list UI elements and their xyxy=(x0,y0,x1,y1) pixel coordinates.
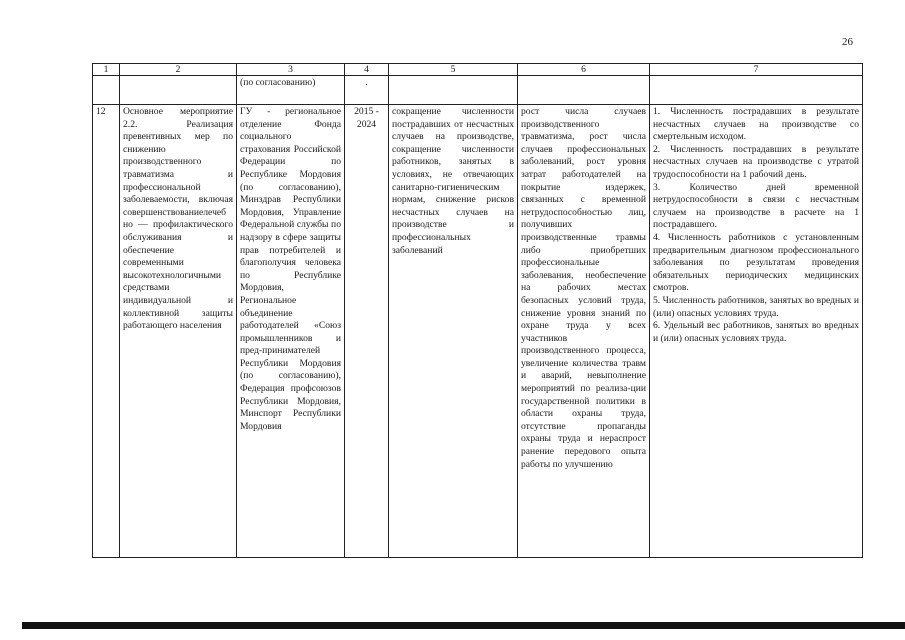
indicator-item: 2. Численность пострадавших в результате несчастных случаев на производстве с утратой трудоспособности на 1 рабочий день. xyxy=(653,143,859,180)
continuation-cell-5 xyxy=(389,76,518,105)
row-number: 12 xyxy=(93,105,120,558)
continuation-cell-7 xyxy=(650,76,863,105)
indicator-item: 1. Численность пострадавших в результате несчастных случаев на производстве со смертельным исходом. xyxy=(653,106,859,143)
indicator-item: 6. Удельный вес работников, занятых во вредных и (или) опасных условиях труда. xyxy=(653,320,859,344)
measures-table xyxy=(92,63,863,558)
table-row xyxy=(93,105,863,558)
measure-cell: Основное мероприятие 2.2. Реализация превентивных мер по снижению производственного травматизма и профессиональной заболеваемости, включая совершенствованиелечеб но — профилактического обслуживания и обеспечение современными высокотехнологичными средствами индивидуальной и коллективной защиты работающего населения xyxy=(120,105,237,558)
column-header-3: 3 xyxy=(237,64,345,76)
indicator-item: 3. Количество дней временной нетрудоспособности в связи с несчастным случаем на производстве в расчете на 1 пострадавшего. xyxy=(653,181,859,231)
executors-cell: ГУ - региональное отделение Фонда социального страхования Российской Федерации по Республике Мордовия (по согласованию), Минздрав Республики Мордовия, Управление Федеральной службы по надзору в сфере защиты прав потребителей и благополучия человека по Республике Мордовия, Региональное объединение работодателей «Союз промышленников и пред-принимателей Республики Мордовия (по согласованию), Федерация профсоюзов Республики Мордовия, Минспорт Республики Мордовия xyxy=(237,105,345,558)
continuation-cell-6 xyxy=(518,76,650,105)
page-number: 26 xyxy=(842,36,853,48)
period-cell: 2015 - 2024 xyxy=(345,105,389,558)
indicator-item: 5. Численность работников, занятых во вредных и (или) опасных условиях труда. xyxy=(653,294,859,319)
continuation-row xyxy=(93,76,863,105)
continuation-period-cell: . xyxy=(345,76,389,105)
header-row xyxy=(93,64,863,76)
column-header-5: 5 xyxy=(389,64,518,76)
indicator-item: 4. Численность работников с установленным предварительным диагнозом профессионального заболевания по результатам проведения обязательных периодических медицинских смотров. xyxy=(653,231,859,294)
consequences-cell: рост числа случаев производственного травматизма, рост числа случаев профессиональных заболеваний, рост уровня затрат работодателей на покрытие издержек, связанных с временной нетрудоспособностью лиц, получивших производственные травмы либо приобретших профессиональные заболевания, необеспечение на рабочих местах безопасных условий труда, снижение уровня знаний по охране труда у всех участников производственного процесса, увеличение количества травм и аварий, невыполнение мероприятий по реализа-ции государственной политики в области охраны труда, отсутствие пропаганды охраны труда и нераспрост ранение передового опыта работы по улучшению xyxy=(518,105,650,558)
continuation-cell-1 xyxy=(93,76,120,105)
continuation-executors-cell: (по согласованию) xyxy=(237,76,345,105)
expected-result-cell: сокращение численности пострадавших от несчастных случаев на производстве, сокращение численности работников, занятых в условиях, не отвечающих санитарно-гигиеническим нормам, снижение рисков несчастных случаев на производстве и профессиональных заболеваний xyxy=(389,105,518,558)
scan-bottom-edge xyxy=(22,622,905,629)
column-header-4: 4 xyxy=(345,64,389,76)
column-header-6: 6 xyxy=(518,64,650,76)
indicators-cell xyxy=(650,105,863,558)
column-header-1: 1 xyxy=(93,64,120,76)
continuation-cell-2 xyxy=(120,76,237,105)
column-header-2: 2 xyxy=(120,64,237,76)
column-header-7: 7 xyxy=(650,64,863,76)
